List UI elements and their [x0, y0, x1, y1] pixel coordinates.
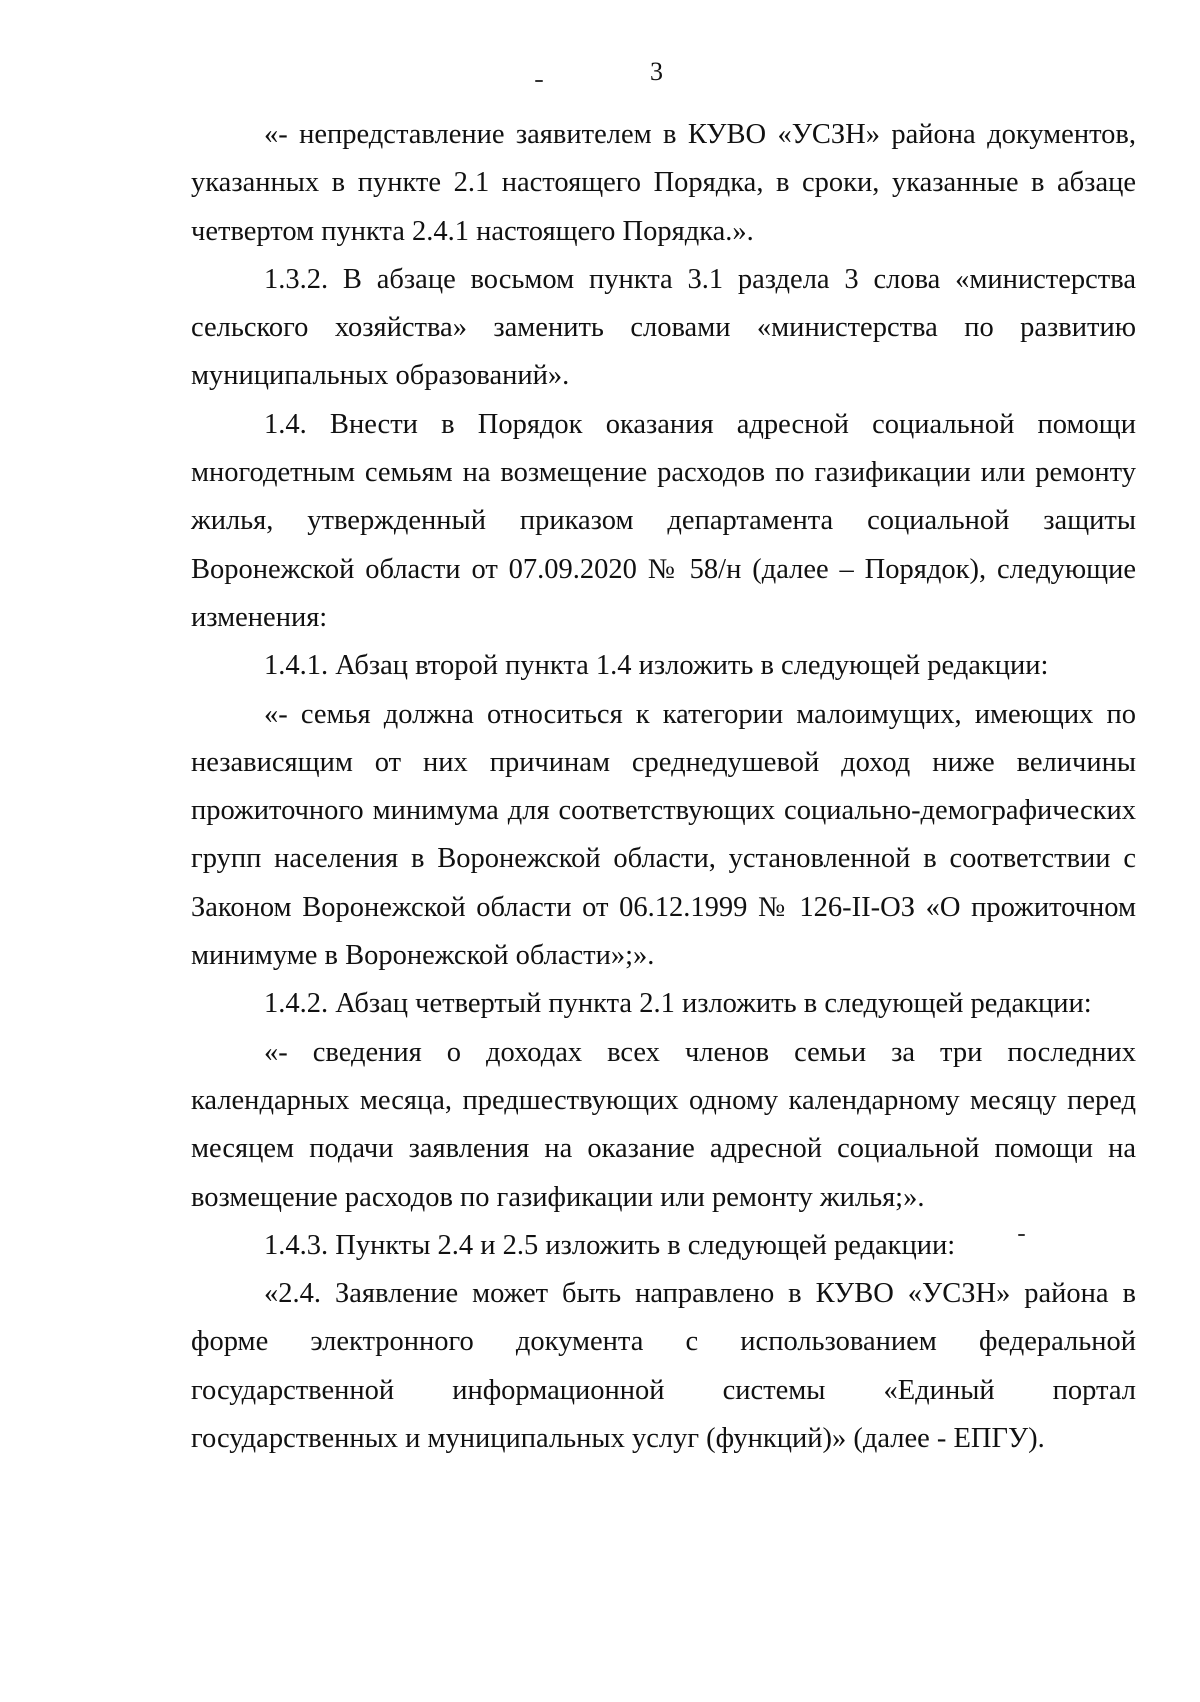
paragraph-nonsubmission-clause: «- непредставление заявителем в КУВО «УСЗН» района документов, указанных в пункте 2.1 настоящего Порядка, в сроки, указанные в абзаце четвертом пункта 2.4.1 настоящего Порядка.».	[191, 119, 1136, 247]
paragraph-1-4: 1.4. Внести в Порядок оказания адресной социальной помощи многодетным семьям на возмещение расходов по газификации или ремонту жилья, утвержденный приказом департамента социальной защиты Воронежской области от 07.09.2020 № 58/н (далее – Порядок), следующие изменения:	[191, 408, 1136, 633]
paragraph-income-info-clause: «- сведения о доходах всех членов семьи за три последних календарных месяца, предшествующих одному календарному месяцу перед месяцем подачи заявления на оказание адресной социальной помощи на возмещение расходов по газификации или ремонту жилья;».	[191, 1036, 1136, 1213]
paragraph-1-4-1: 1.4.1. Абзац второй пункта 1.4 изложить в следующей редакции:	[264, 650, 1049, 682]
paragraph-1-4-3: 1.4.3. Пункты 2.4 и 2.5 изложить в следующей редакции:	[264, 1229, 956, 1261]
paragraph-1-3-2: 1.3.2. В абзаце восьмом пункта 3.1 раздела 3 слова «министерства сельского хозяйства» заменить словами «министерства по развитию муниципальных образований».	[191, 263, 1136, 392]
scan-artifact-mark	[535, 80, 543, 82]
paragraph-low-income-clause: «- семья должна относиться к категории малоимущих, имеющих по независящим от них причинам среднедушевой доход ниже величины прожиточного минимума для соответствующих социально-демографических групп населения в Воронежской области, установленной в соответствии с Законом Воронежской области от 06.12.1999 № 126-II-ОЗ «О прожиточном минимуме в Воронежской области»;».	[191, 698, 1136, 972]
page-number: 3	[650, 57, 663, 86]
document-body	[191, 111, 1136, 1463]
paragraph-1-4-2: 1.4.2. Абзац четвертый пункта 2.1 изложить в следующей редакции:	[264, 988, 1092, 1020]
paragraph-2-4-application: «2.4. Заявление может быть направлено в КУВО «УСЗН» района в форме электронного документа с использованием федеральной государственной информационной системы «Единый портал государственных и муниципальных услуг (функций)» (далее - ЕПГУ).	[191, 1278, 1136, 1455]
